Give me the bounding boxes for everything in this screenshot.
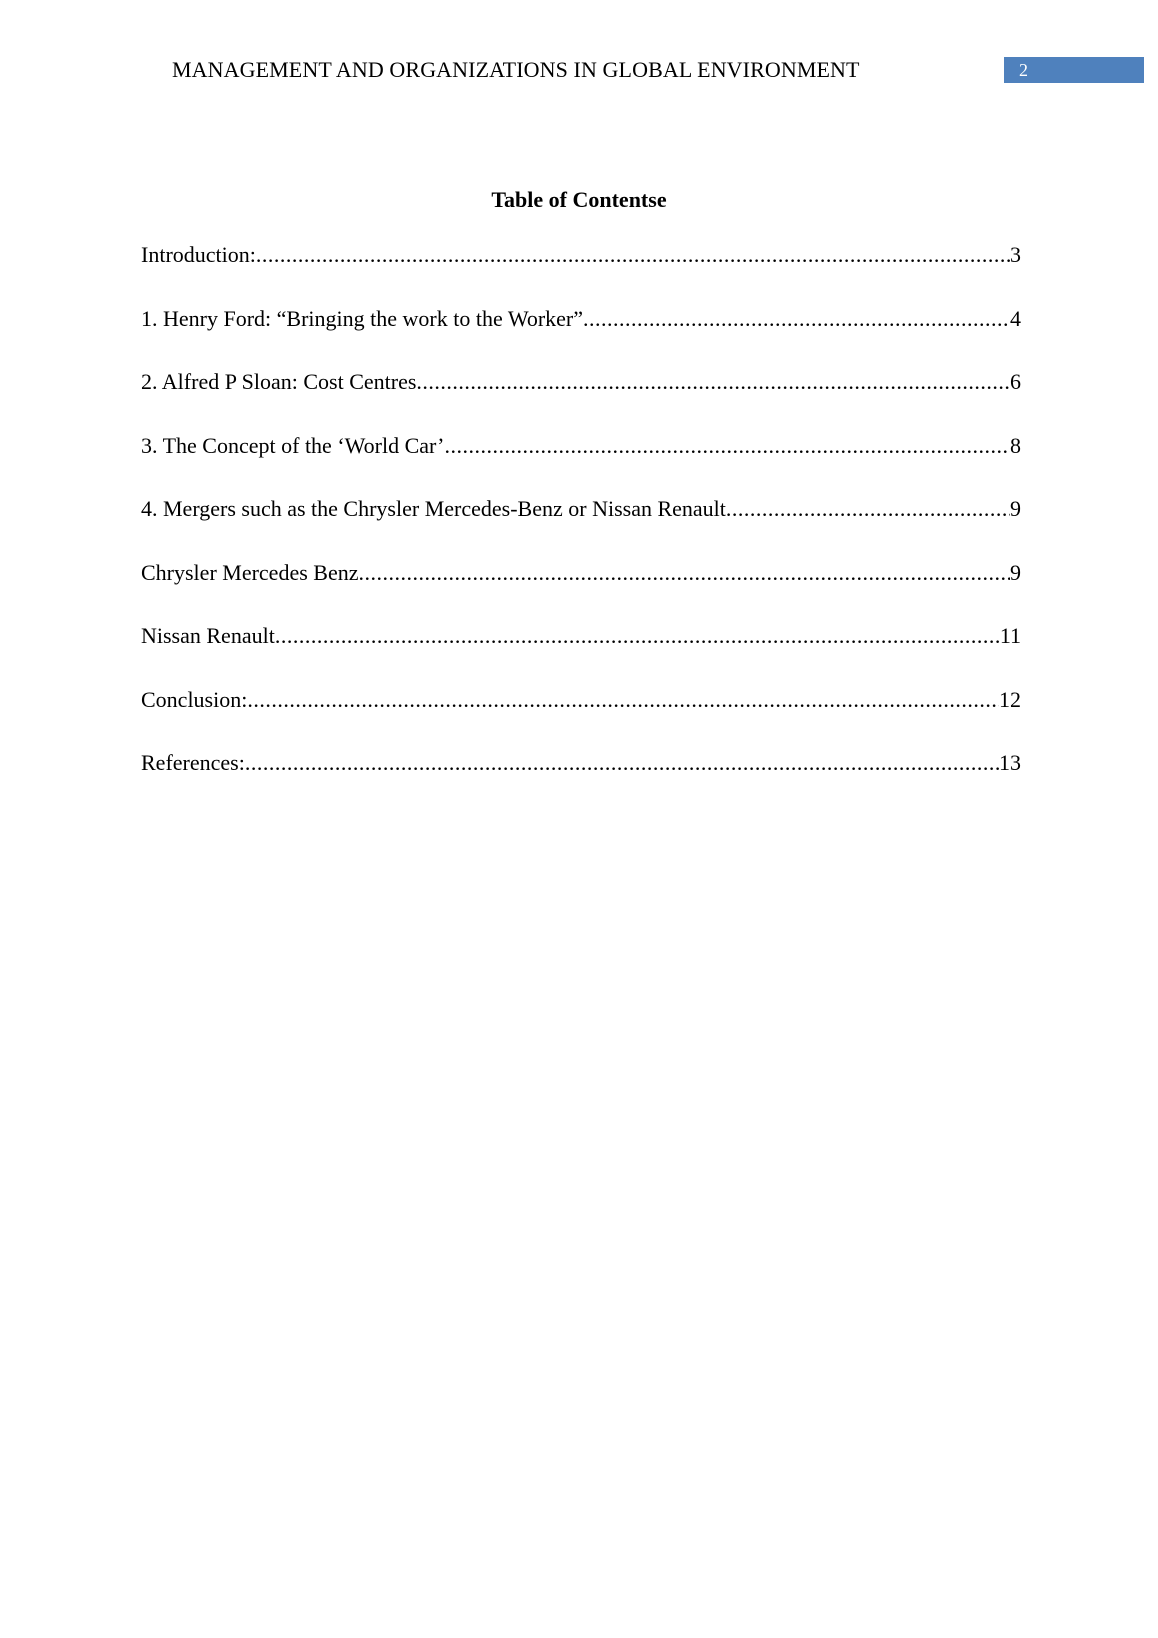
toc-entry-text: 3. The Concept of the ‘World Car’ — [141, 432, 445, 458]
toc-entry-references[interactable] — [141, 749, 1021, 813]
toc-heading: Table of Contentse — [491, 187, 667, 212]
toc-entry-page: 4 — [1010, 305, 1021, 331]
toc-entry-text: Introduction: — [141, 242, 256, 267]
toc-dot-leader — [358, 559, 1010, 587]
toc-entry-introduction[interactable] — [141, 241, 1021, 305]
toc-dot-leader — [256, 241, 1010, 269]
toc-entry-page: 6 — [1010, 369, 1021, 394]
toc-entry-text: Nissan Renault — [141, 623, 275, 648]
toc-dot-leader — [583, 305, 1010, 333]
toc-dot-leader — [247, 686, 999, 714]
toc-entry-text: 2. Alfred P Sloan: Cost Centres — [141, 369, 417, 394]
toc-entry-text: 1. Henry Ford: “Bringing the work to the Worker” — [141, 305, 584, 331]
toc-entry-mergers[interactable] — [141, 495, 1021, 559]
toc-dot-leader — [275, 622, 1000, 650]
toc-dot-leader — [445, 432, 1011, 460]
table-of-contents — [141, 241, 1021, 813]
toc-entry-page: 11 — [999, 623, 1021, 648]
page-number-badge: 2 — [1004, 57, 1144, 83]
toc-entry-conclusion[interactable] — [141, 686, 1021, 750]
toc-entry-page: 3 — [1010, 242, 1021, 267]
toc-entry-text: Chrysler Mercedes Benz — [141, 559, 359, 585]
toc-entry-world-car[interactable] — [141, 432, 1021, 496]
toc-entry-page: 12 — [999, 686, 1021, 712]
toc-entry-page: 9 — [1010, 496, 1021, 521]
toc-entry-henry-ford[interactable] — [141, 305, 1021, 369]
toc-dot-leader — [726, 495, 1010, 523]
toc-entry-page: 13 — [999, 750, 1021, 775]
toc-entry-nissan-renault[interactable] — [141, 622, 1021, 686]
header-title: MANAGEMENT AND ORGANIZATIONS IN GLOBAL ENVIRONMENT — [172, 57, 860, 82]
toc-entry-page: 8 — [1010, 432, 1021, 458]
toc-entry-text: References: — [141, 750, 245, 775]
page-header — [0, 0, 1158, 100]
toc-entry-alfred-sloan[interactable] — [141, 368, 1021, 432]
toc-dot-leader — [416, 368, 1010, 396]
toc-dot-leader — [245, 749, 999, 777]
toc-entry-page: 9 — [1010, 559, 1021, 585]
toc-entry-chrysler-mercedes-benz[interactable] — [141, 559, 1021, 623]
toc-entry-text: 4. Mergers such as the Chrysler Mercedes-Benz or Nissan Renault — [141, 496, 726, 521]
toc-entry-text: Conclusion: — [141, 686, 248, 712]
